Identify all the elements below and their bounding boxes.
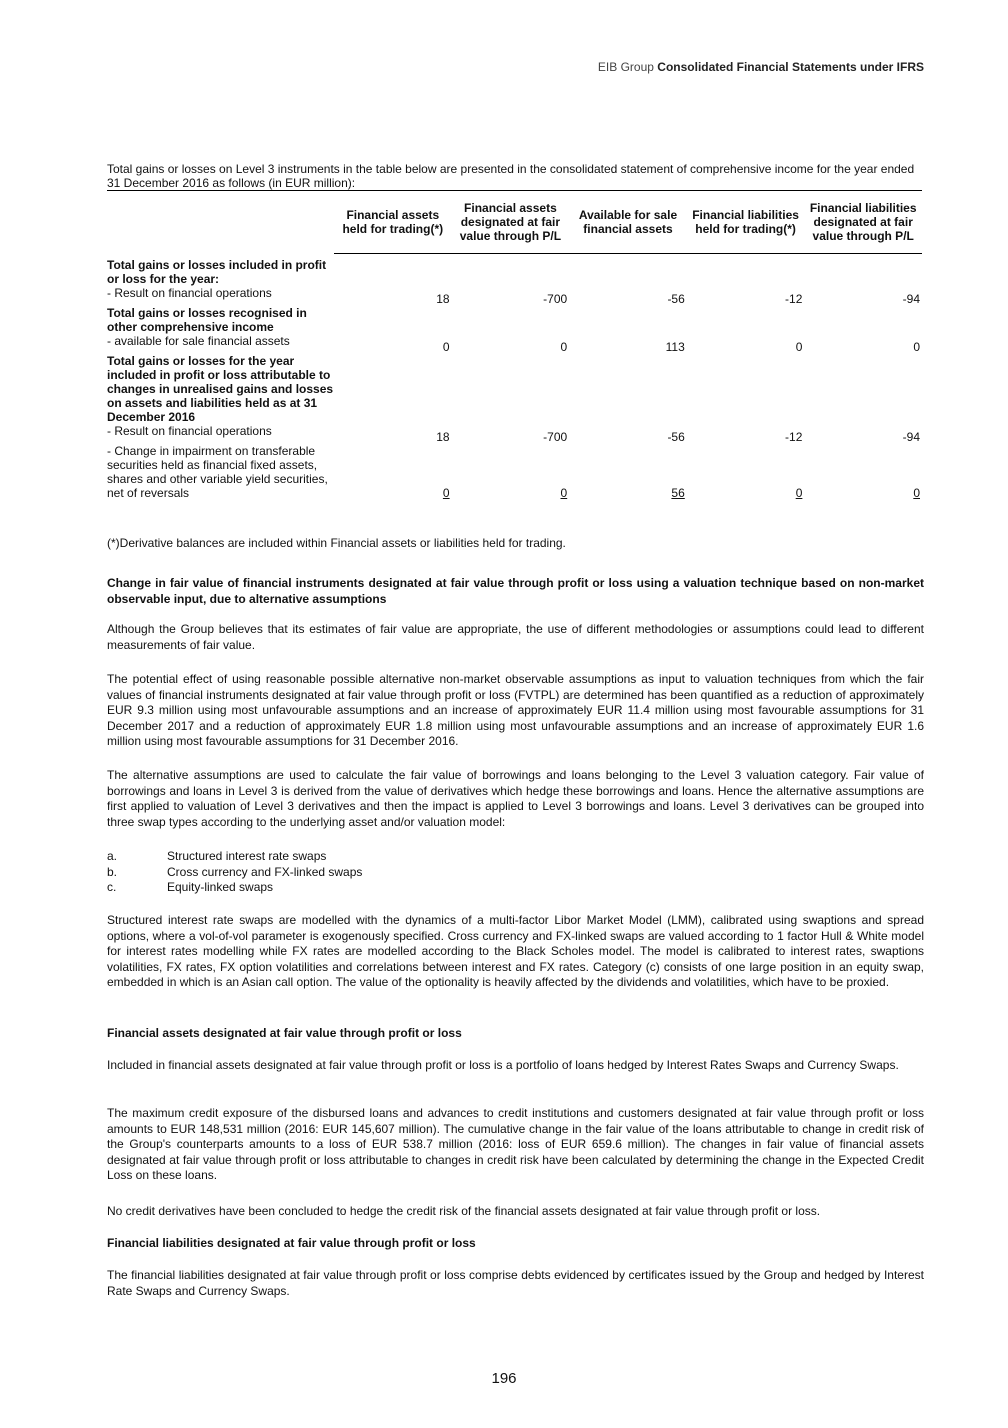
value-cell: -94 [902, 429, 920, 444]
value-cell [334, 306, 452, 334]
value-cell [569, 254, 687, 286]
value-cell: 0 [442, 339, 450, 354]
row-label: Total gains or losses for the year included in profit or loss attributable to changes in unrealised gains and losses on assets and liabilities held as at 31 December 2016 [107, 353, 334, 424]
value-cell: 0 [913, 485, 920, 500]
row-label: - Change in impairment on transferable securities held as financial fixed assets, shares and other variable yield securities, net of reversals [107, 443, 328, 500]
table-row [107, 334, 922, 354]
value-cell [569, 306, 687, 334]
value-cell [334, 354, 452, 424]
value-cell: 18 [436, 429, 450, 444]
paragraph: The financial liabilities designated at fair value through profit or loss comprise debts evidenced by certificates issued by the Group and hedged by Interest Rate Swaps and Currency Swaps. [107, 1268, 924, 1298]
section-heading-fvtpl-liabilities: Financial liabilities designated at fair value through profit or loss [107, 1236, 476, 1250]
col-header: Financial assets held for trading(*) [334, 191, 452, 254]
value-cell: 0 [795, 485, 803, 500]
value-cell: 0 [913, 339, 920, 354]
value-cell: 56 [671, 485, 685, 500]
value-cell [334, 254, 452, 286]
value-cell: -700 [543, 291, 568, 306]
value-cell: -12 [785, 291, 803, 306]
value-cell [687, 306, 805, 334]
value-cell [804, 354, 922, 424]
value-cell [452, 306, 570, 334]
row-label: - Result on financial operations [107, 285, 272, 300]
swap-type-list [107, 849, 362, 896]
table-intro: Total gains or losses on Level 3 instruments in the table below are presented in the consolidated statement of comprehensive income for the year ended 31 December 2016 as follows (in EUR million): [107, 162, 915, 190]
section-heading-alt-assumptions: Change in fair value of financial instruments designated at fair value through profit or loss using a valuation technique based on non-market observable input, due to alternative assumptions [107, 576, 924, 606]
list-item: b. Cross currency and FX-linked swaps [107, 864, 363, 879]
table-row [107, 424, 922, 444]
value-cell: -56 [667, 291, 685, 306]
col-header: Financial assets designated at fair value through P/L [452, 191, 570, 254]
value-cell: -94 [902, 291, 920, 306]
header-title: Consolidated Financial Statements under IFRS [657, 60, 924, 74]
paragraph: The maximum credit exposure of the disbursed loans and advances to credit institutions and customers designated at fair value through profit or loss amounts to EUR 148,531 million (2016: EUR 145,607 million). The cumulative change in the fair value of the loans attributable to change in credit risk of the Group's counterparts amounts to a loss of EUR 538.7 million (2016: loss of EUR 659.6 million). The changes in fair value of financial assets designated at fair value through profit or loss attributable to changes in credit risk have been calculated by determining the change in the Expected Credit Loss on these loans. [107, 1106, 924, 1182]
value-cell [452, 254, 570, 286]
value-cell [687, 254, 805, 286]
header-empty [107, 191, 334, 254]
value-cell: 0 [560, 485, 568, 500]
list-item: c. Equity-linked swaps [107, 880, 274, 894]
header-org: EIB Group [597, 60, 654, 74]
table-footnote: (*)Derivative balances are included within Financial assets or liabilities held for trading. [107, 536, 566, 550]
col-header: Financial liabilities held for trading(*) [687, 191, 805, 254]
table-row [107, 286, 922, 306]
row-label: - available for sale financial assets [107, 333, 290, 348]
table-row [107, 306, 922, 334]
value-cell: -12 [785, 429, 803, 444]
paragraph: Although the Group believes that its estimates of fair value are appropriate, the use of different methodologies or assumptions could lead to different measurements of fair value. [107, 622, 924, 652]
value-cell [804, 254, 922, 286]
value-cell: 18 [436, 291, 450, 306]
table-row [107, 254, 922, 286]
row-label: - Result on financial operations [107, 423, 272, 438]
value-cell [452, 354, 570, 424]
col-header: Financial liabilities designated at fair value through P/L [804, 191, 922, 254]
running-header [598, 60, 924, 74]
table-row [107, 354, 922, 424]
paragraph: No credit derivatives have been concluded to hedge the credit risk of the financial assets designated at fair value through profit or loss. [107, 1204, 821, 1218]
value-cell [687, 354, 805, 424]
col-header: Available for sale financial assets [569, 191, 687, 254]
value-cell: -56 [667, 429, 685, 444]
value-cell: -700 [543, 429, 568, 444]
section-heading-fvtpl-assets: Financial assets designated at fair value through profit or loss [107, 1026, 462, 1040]
row-label: Total gains or losses included in profit or loss for the year: [107, 257, 327, 286]
level3-gains-table [107, 190, 922, 500]
value-cell: 0 [560, 339, 568, 354]
paragraph: Structured interest rate swaps are modelled with the dynamics of a multi-factor Libor Market Model (LMM), calibrated using swaptions and spread options, where a vol-of-vol parameter is exogenously specified. Cross currency and FX-linked swaps are valued according to 1 factor Hull & White model for interest rates modelling while FX rates are modelled according to the Black Scholes model. The model is calibrated to interest rates, swaptions volatilities, FX rates, FX option volatilities and correlations between interest and FX rates. Category (c) consists of one large position in an equity swap, embedded in which is an Asian call option. The value of the optionality is heavily affected by the dividends and volatilities, which have to be proxied. [107, 913, 924, 989]
table-header-row [107, 191, 922, 254]
paragraph: The potential effect of using reasonable possible alternative non-market observable assumptions as input to valuation techniques from which the fair values of financial instruments designated at fair value through profit or loss (FVTPL) are determined has been quantified as a reduction of approximately EUR 9.3 million using most unfavourable assumptions and an increase of approximately EUR 11.4 million using most favourable assumptions for 31 December 2017 and a reduction of approximately EUR 1.8 million using most unfavourable assumptions and an increase of approximately EUR 1.6 million using most favourable assumptions for 31 December 2016. [107, 672, 924, 748]
row-label: Total gains or losses recognised in other comprehensive income [107, 305, 307, 334]
page-number: 196 [491, 1370, 517, 1387]
table-row [107, 444, 922, 500]
value-cell: 0 [795, 339, 803, 354]
value-cell [804, 306, 922, 334]
list-item: a. Structured interest rate swaps [107, 849, 327, 863]
value-cell: 0 [442, 485, 450, 500]
value-cell [569, 354, 687, 424]
value-cell: 113 [665, 339, 685, 354]
paragraph: Included in financial assets designated at fair value through profit or loss is a portfolio of loans hedged by Interest Rates Swaps and Currency Swaps. [107, 1058, 899, 1072]
paragraph: The alternative assumptions are used to calculate the fair value of borrowings and loans belonging to the Level 3 valuation category. Fair value of borrowings and loans in Level 3 is derived from the value of derivatives which hedge these borrowings and loans. Hence the alternative assumptions are first applied to valuation of Level 3 derivatives and then the impact is applied to Level 3 borrowings and loans. Level 3 derivatives can be grouped into three swap types according to the underlying asset and/or valuation model: [107, 768, 924, 829]
